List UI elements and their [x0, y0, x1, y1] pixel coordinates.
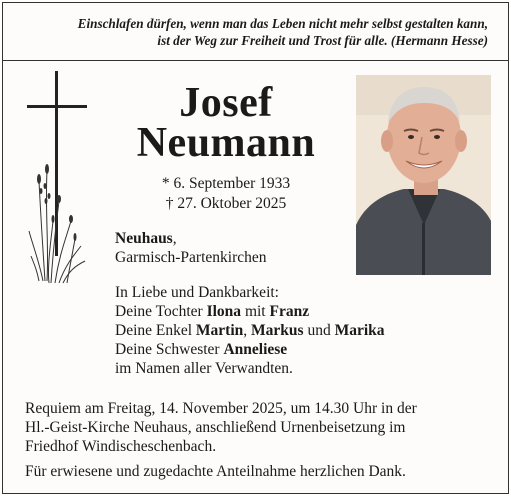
requiem-info	[25, 399, 417, 456]
residence-comma: ,	[172, 230, 177, 247]
sister-name: Anneliese	[223, 341, 288, 358]
requiem-line-2: Hl.-Geist-Kirche Neuhaus, anschließend Urnenbeisetzung im	[25, 419, 406, 436]
last-name: Neumann	[136, 120, 316, 166]
mourners-closing: im Namen aller Verwandten.	[115, 360, 293, 377]
portrait-photo	[356, 75, 491, 275]
residence-town: Garmisch-Partenkirchen	[115, 249, 267, 266]
birth-date: * 6. September 1933	[161, 175, 291, 192]
grandchild-name: Martin	[195, 322, 244, 339]
grandchild-name: Markus	[251, 322, 304, 339]
divider	[3, 60, 508, 61]
life-dates	[115, 174, 337, 214]
quote	[3, 15, 508, 49]
deceased-name	[115, 80, 337, 166]
residence-place: Neuhaus	[115, 230, 173, 247]
grandchildren-line: Deine Enkel Martin, Markus und Marika	[115, 322, 385, 339]
grandchild-name: Marika	[334, 322, 385, 339]
quote-line-1: Einschlafen dürfen, wenn man das Leben nicht mehr selbst gestalten kann,	[77, 16, 488, 31]
sister-line: Deine Schwester Anneliese	[115, 341, 288, 358]
cross-with-grass-icon	[25, 71, 91, 287]
quote-line-2: ist der Weg zur Freiheit und Trost für alle. (Hermann Hesse)	[157, 33, 488, 48]
mourners	[115, 283, 385, 378]
thanks-text: Für erwiesene und zugedachte Anteilnahme herzlichen Dank.	[25, 463, 406, 480]
requiem-line-1: Requiem am Freitag, 14. November 2025, um 14.30 Uhr in der	[25, 400, 417, 417]
partner-name: Franz	[269, 303, 310, 320]
requiem-line-3: Friedhof Windischeschenbach.	[25, 438, 217, 455]
death-date: † 27. Oktober 2025	[165, 195, 287, 212]
mourners-intro: In Liebe und Dankbarkeit:	[115, 284, 279, 301]
first-name: Josef	[179, 80, 273, 126]
obituary-notice	[2, 2, 509, 494]
residence	[115, 229, 267, 267]
daughter-line: Deine Tochter Ilona mit Franz	[115, 303, 310, 320]
daughter-name: Ilona	[206, 303, 242, 320]
